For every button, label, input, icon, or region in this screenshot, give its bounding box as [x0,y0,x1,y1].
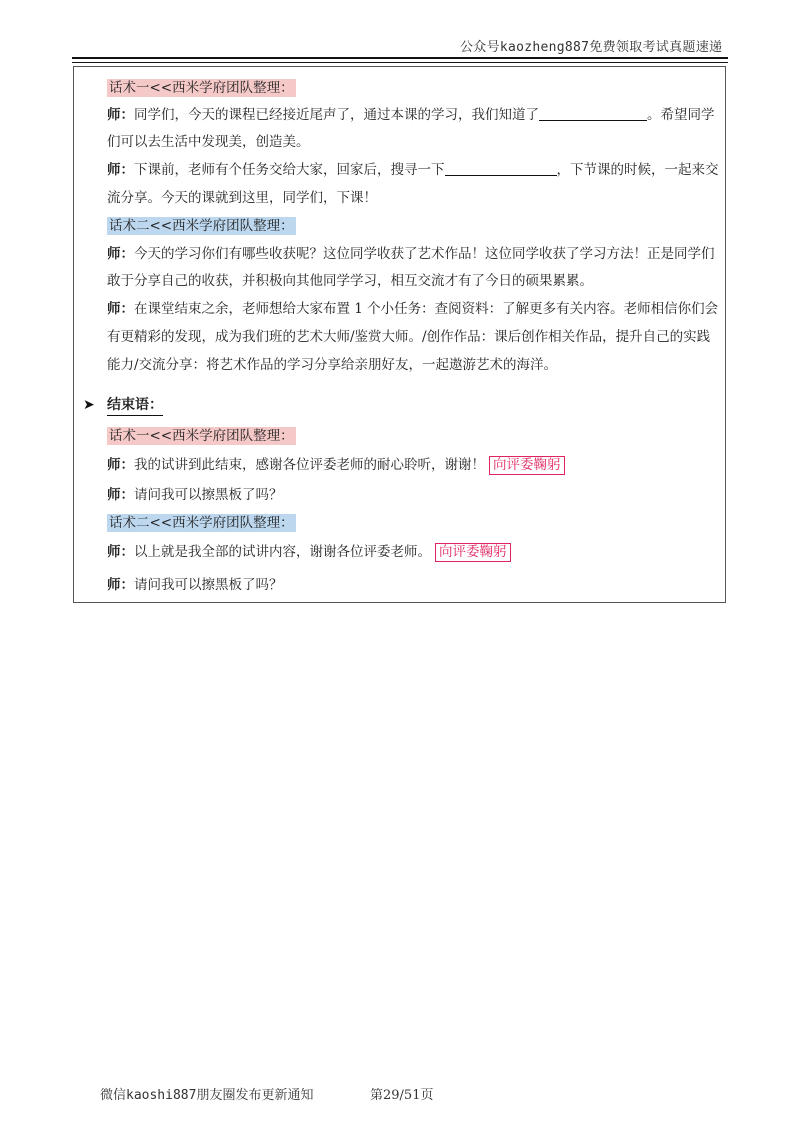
closing-tag2: 话术二<<西米学府团队整理： [109,515,294,531]
closing-line2: 师：请问我可以擦黑板了吗？ [107,487,283,503]
section2-p1-line1: 师：今天的学习你们有哪些收获呢？这位同学收获了艺术作品！这位同学收获了学习方法！正是同学们 [107,246,715,262]
bow-action-label: 向评委鞠躬 [435,543,511,562]
section1-p1-line1: 师：同学们，今天的课程已经接近尾声了，通过本课的学习，我们知道了 。希望同学 [107,107,715,123]
section2-p1-line2: 敢于分享自己的收获，并积极向其他同学学习，相互交流才有了今日的硕果累累。 [107,273,593,289]
fill-blank [539,106,647,121]
speaker-label: 师： [107,577,134,593]
speaker-label: 师： [107,162,134,178]
section2-p2-line2: 有更精彩的发现，成为我们班的艺术大师/鉴赏大师。/创作作品：课后创作相关作品，提升自己的实践 [107,329,711,345]
closing-tag1: 话术一<<西米学府团队整理： [109,428,294,444]
closing-line4: 师：请问我可以擦黑板了吗？ [107,577,283,593]
closing-line1: 师：我的试讲到此结束，感谢各位评委老师的耐心聆听，谢谢！ 向评委鞠躬 [107,456,565,475]
section1-p2-line1: 师：下课前，老师有个任务交给大家，回家后，搜寻一下 ，下节课的时候，一起来交 [107,162,719,178]
speaker-label: 师： [107,457,134,473]
section2-p2-line1: 师：在课堂结束之余，老师想给大家布置 1 个小任务：查阅资料：了解更多有关内容。老师相信你们会 [107,301,719,317]
section2-p2-line3: 能力/交流分享：将艺术作品的学习分享给亲朋好友，一起遨游艺术的海洋。 [107,357,558,373]
page-header: 公众号kaozheng887免费领取考试真题速递 [460,40,723,55]
arrow-bullet-icon: ➤ [83,397,95,413]
closing-tag2-line [107,514,296,532]
header-rule-thin [72,62,728,63]
fill-blank [445,161,557,176]
speaker-label: 师： [107,301,134,317]
bow-action-label: 向评委鞠躬 [489,456,565,475]
footer-text: 微信kaoshi887朋友圈发布更新通知 [100,1088,314,1103]
page-number: 第29/51页 [370,1088,434,1103]
section1-tag: 话术一<<西米学府团队整理： [109,80,294,96]
header-rule [72,57,728,59]
closing-tag1-line [107,427,296,445]
section2-tag: 话术二<<西米学府团队整理： [109,218,294,234]
section1-p2-line2: 流分享。今天的课就到这里，同学们，下课！ [107,190,377,206]
section1-tag-line [107,79,296,97]
speaker-label: 师： [107,246,134,262]
speaker-label: 师： [107,107,134,123]
speaker-label: 师： [107,544,134,560]
speaker-label: 师： [107,487,134,503]
closing-title: 结束语： [107,394,163,416]
section2-tag-line [107,217,296,235]
section1-p1-line2: 们可以去生活中发现美，创造美。 [107,134,310,150]
closing-line3: 师：以上就是我全部的试讲内容，谢谢各位评委老师。 向评委鞠躬 [107,543,511,562]
